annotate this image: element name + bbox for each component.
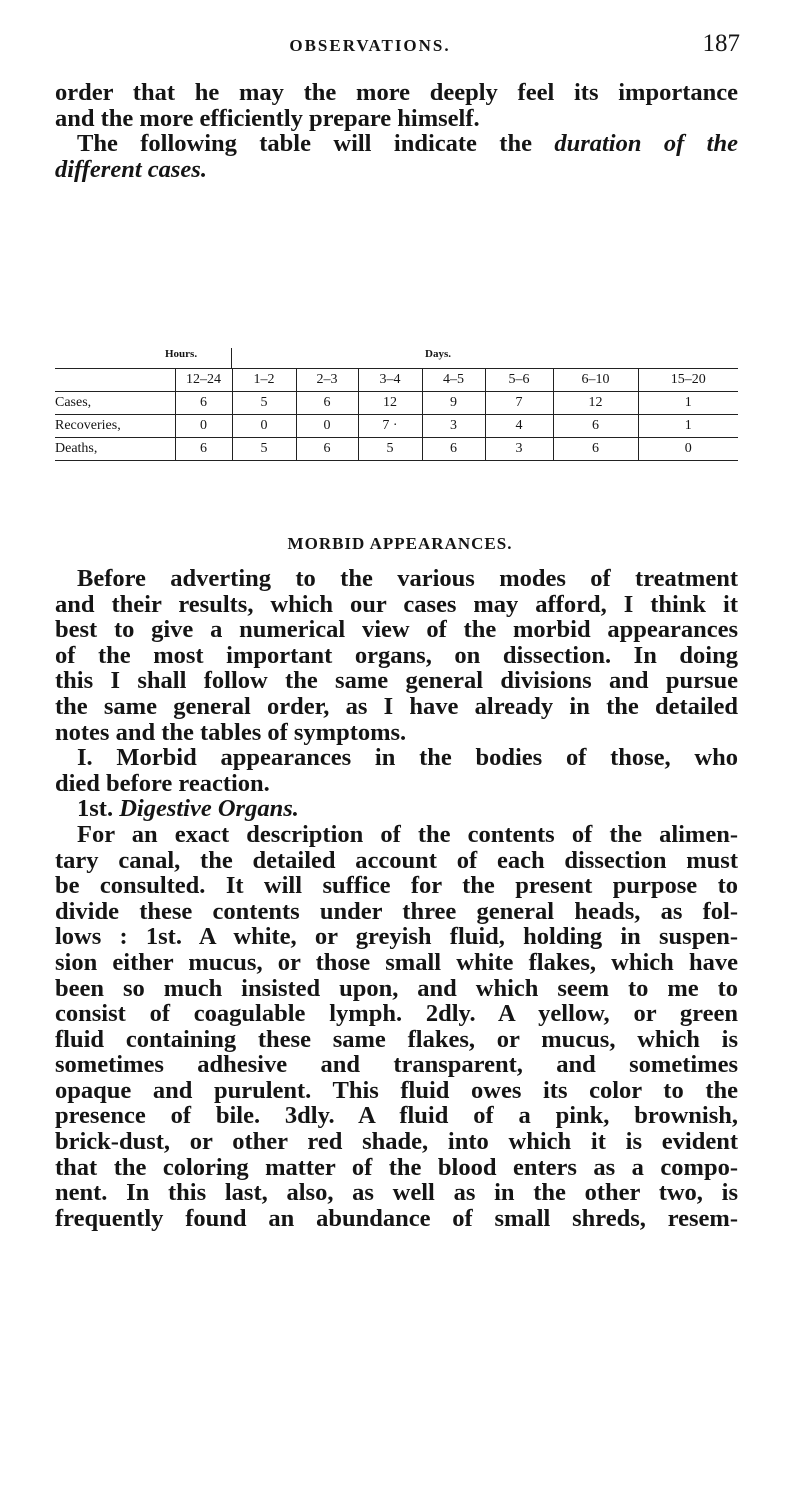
table-cell: 5 xyxy=(358,438,422,461)
text-line: presence of bile. 3dly. A fluid of a pink, brownish, xyxy=(55,1102,738,1130)
table-header-cell: 12–24 xyxy=(175,369,232,392)
subheading-number: 1st. xyxy=(77,795,114,823)
table-row xyxy=(55,438,738,461)
table-cell: 6 xyxy=(422,438,485,461)
intro-paragraph xyxy=(55,80,738,182)
text-line: I. Morbid appearances in the bodies of those, who xyxy=(77,744,738,772)
running-title: OBSERVATIONS. xyxy=(289,36,451,55)
text-line: be consulted. It will suffice for the present purpose to xyxy=(55,872,738,900)
table-header-cell: 3–4 xyxy=(358,369,422,392)
text-line: order that he may the more deeply feel its importance xyxy=(55,79,738,106)
table-header-cell: 6–10 xyxy=(553,369,638,392)
subheading xyxy=(55,796,738,822)
table-header-cell: 4–5 xyxy=(422,369,485,392)
table-cell: 7 xyxy=(485,392,553,415)
table-cell: 3 xyxy=(485,438,553,461)
table-cell: 6 xyxy=(553,438,638,461)
text-line: different cases. xyxy=(55,155,207,183)
hours-label: Hours. xyxy=(165,348,198,360)
text-line: For an exact description of the contents of the alimen- xyxy=(77,820,738,848)
paragraph-1 xyxy=(55,566,738,745)
duration-table xyxy=(55,368,738,461)
table-cell: 0 xyxy=(638,438,738,461)
days-label: Days. xyxy=(425,348,451,360)
row-label: Deaths, xyxy=(55,438,175,461)
table-cell: 1 xyxy=(638,415,738,438)
text-line: lows : 1st. A white, or greyish fluid, holding in suspen- xyxy=(55,923,738,951)
body-text xyxy=(55,566,738,1231)
text-line: tary canal, the detailed account of each dissection must xyxy=(55,846,738,874)
table-header-cell: 15–20 xyxy=(638,369,738,392)
table-header-cell: 5–6 xyxy=(485,369,553,392)
table-header-cell xyxy=(55,369,175,392)
text-line: nent. In this last, also, as well as in the other two, is xyxy=(55,1179,738,1207)
text-line: notes and the tables of symptoms. xyxy=(55,718,407,746)
text-line: Before adverting to the various modes of treatment xyxy=(77,565,738,592)
section-heading: MORBID APPEARANCES. xyxy=(287,534,513,553)
table-header-cell: 1–2 xyxy=(232,369,296,392)
text-span: The following table will indicate the xyxy=(77,130,555,158)
text-line: divide these contents under three general heads, as fol- xyxy=(55,897,738,925)
running-head xyxy=(0,30,740,60)
table-cell: 4 xyxy=(485,415,553,438)
table-cell: 6 xyxy=(296,438,358,461)
text-line xyxy=(55,796,738,822)
text-line: sion either mucus, or those small white flakes, which have xyxy=(55,948,738,976)
row-label: Recoveries, xyxy=(55,415,175,438)
table-cell: 7 · xyxy=(358,415,422,438)
text-line: best to give a numerical view of the morbid appearances xyxy=(55,616,738,644)
text-line: and the more efficiently prepare himself. xyxy=(55,104,480,132)
paragraph-3 xyxy=(55,822,738,1232)
table-row xyxy=(55,415,738,438)
table-cell: 1 xyxy=(638,392,738,415)
duration-table-block xyxy=(55,348,738,523)
page-number: 187 xyxy=(702,30,740,57)
text-line: this I shall follow the same general divisions and pursue xyxy=(55,667,738,695)
table-cell: 0 xyxy=(175,415,232,438)
table-cell: 9 xyxy=(422,392,485,415)
text-line: brick-dust, or other red shade, into which it is evident xyxy=(55,1128,738,1156)
text-line: been so much insisted upon, and which seem to me to xyxy=(55,974,738,1002)
table-header-cell: 2–3 xyxy=(296,369,358,392)
text-line: and their results, which our cases may afford, I think it xyxy=(55,590,738,618)
row-label: Cases, xyxy=(55,392,175,415)
table-cell: 0 xyxy=(232,415,296,438)
table-cell: 6 xyxy=(553,415,638,438)
table-cell: 6 xyxy=(296,392,358,415)
table-cell: 12 xyxy=(553,392,638,415)
subheading-title: Digestive Organs. xyxy=(119,795,299,823)
table-cell: 5 xyxy=(232,438,296,461)
text-line: the same general order, as I have already in the detailed xyxy=(55,692,738,720)
italic-span: duration of the xyxy=(554,130,738,158)
text-line: opaque and purulent. This fluid owes its color to the xyxy=(55,1076,738,1104)
table-cell: 12 xyxy=(358,392,422,415)
table-cell: 6 xyxy=(175,438,232,461)
text-line: fluid containing these same flakes, or mucus, which is xyxy=(55,1025,738,1053)
paragraph-2 xyxy=(55,745,738,796)
text-line: of the most important organs, on dissection. In doing xyxy=(55,641,738,669)
text-line: died before reaction. xyxy=(55,769,270,797)
text-line: that the coloring matter of the blood enters as a compo- xyxy=(55,1153,738,1181)
text-line: consist of coagulable lymph. 2dly. A yellow, or green xyxy=(55,1000,738,1028)
text-line: frequently found an abundance of small shreds, resem- xyxy=(55,1204,738,1232)
text-line xyxy=(55,131,738,157)
text-line: sometimes adhesive and transparent, and sometimes xyxy=(55,1051,738,1079)
table-cell: 0 xyxy=(296,415,358,438)
table-cell: 3 xyxy=(422,415,485,438)
table-cell: 5 xyxy=(232,392,296,415)
header-divider xyxy=(231,348,232,368)
table-cell: 6 xyxy=(175,392,232,415)
table-header-row xyxy=(55,369,738,392)
table-row xyxy=(55,392,738,415)
